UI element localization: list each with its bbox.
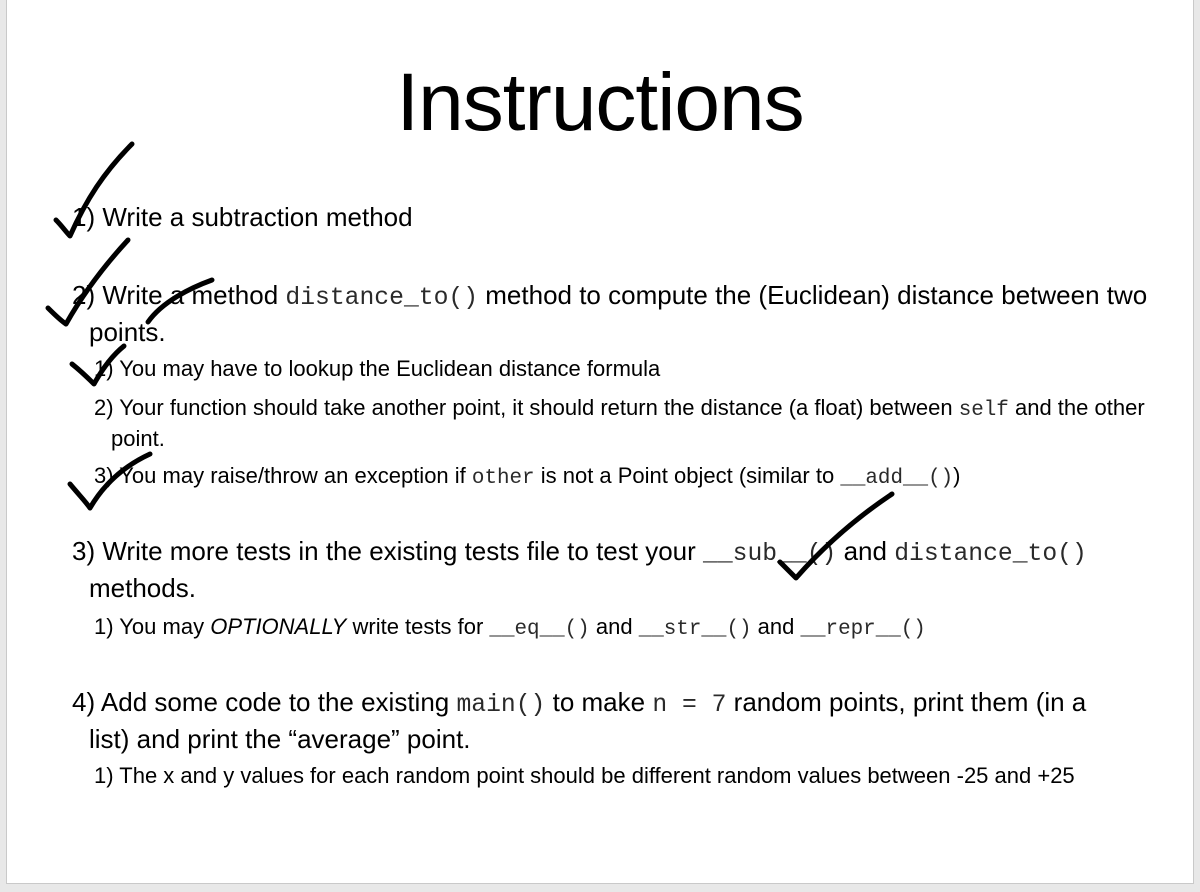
instruction-item-3-sub-1: 1) You may OPTIONALLY write tests for __eq__() and __str__() and __repr__(): [94, 614, 926, 641]
instruction-item-2-sub-1: 1) You may have to lookup the Euclidean distance formula: [94, 356, 661, 381]
item-text: Write a method: [102, 280, 279, 310]
instruction-item-2-sub-2: 2) Your function should take another point, it should return the distance (a float) between self and the other point.: [94, 395, 1145, 451]
code-n-equals-7: n = 7: [652, 691, 727, 719]
code-repr: __repr__(): [800, 618, 926, 641]
code-self: self: [958, 399, 1009, 422]
item-number: 3): [72, 536, 96, 566]
instruction-item-4-sub-1: 1) The x and y values for each random point should be different random values between -25 and +25: [94, 763, 1075, 788]
code-distance-to: distance_to(): [894, 540, 1087, 568]
instruction-item-2: [72, 278, 1149, 349]
item-number: 4): [72, 687, 96, 717]
item-number: 1): [72, 202, 96, 232]
instruction-item-1: [72, 200, 1149, 234]
item-number: 2): [72, 280, 96, 310]
code-other: other: [471, 467, 535, 490]
item-text: Write a subtraction method: [102, 202, 413, 232]
code-add: __add__(): [840, 467, 954, 490]
instruction-item-4: 4) Add some code to the existing main() to make n = 7 random points, print them (in a list) and print the “average” point.: [72, 687, 1087, 754]
instruction-item-3: 3) Write more tests in the existing tests file to test your __sub__() and distance_to() methods.: [72, 536, 1087, 603]
code-distance-to: distance_to(): [285, 284, 479, 312]
item-text: method to compute the (Euclidean) distance between two points.: [89, 280, 1148, 347]
instruction-item-2-sub-3: 3) You may raise/throw an exception if other is not a Point object (similar to __add__()): [94, 463, 961, 490]
slide-title: Instructions: [396, 57, 804, 148]
code-sub: __sub__(): [703, 540, 837, 568]
code-eq: __eq__(): [489, 618, 590, 641]
code-str: __str__(): [638, 618, 752, 641]
code-main: main(): [456, 691, 546, 719]
